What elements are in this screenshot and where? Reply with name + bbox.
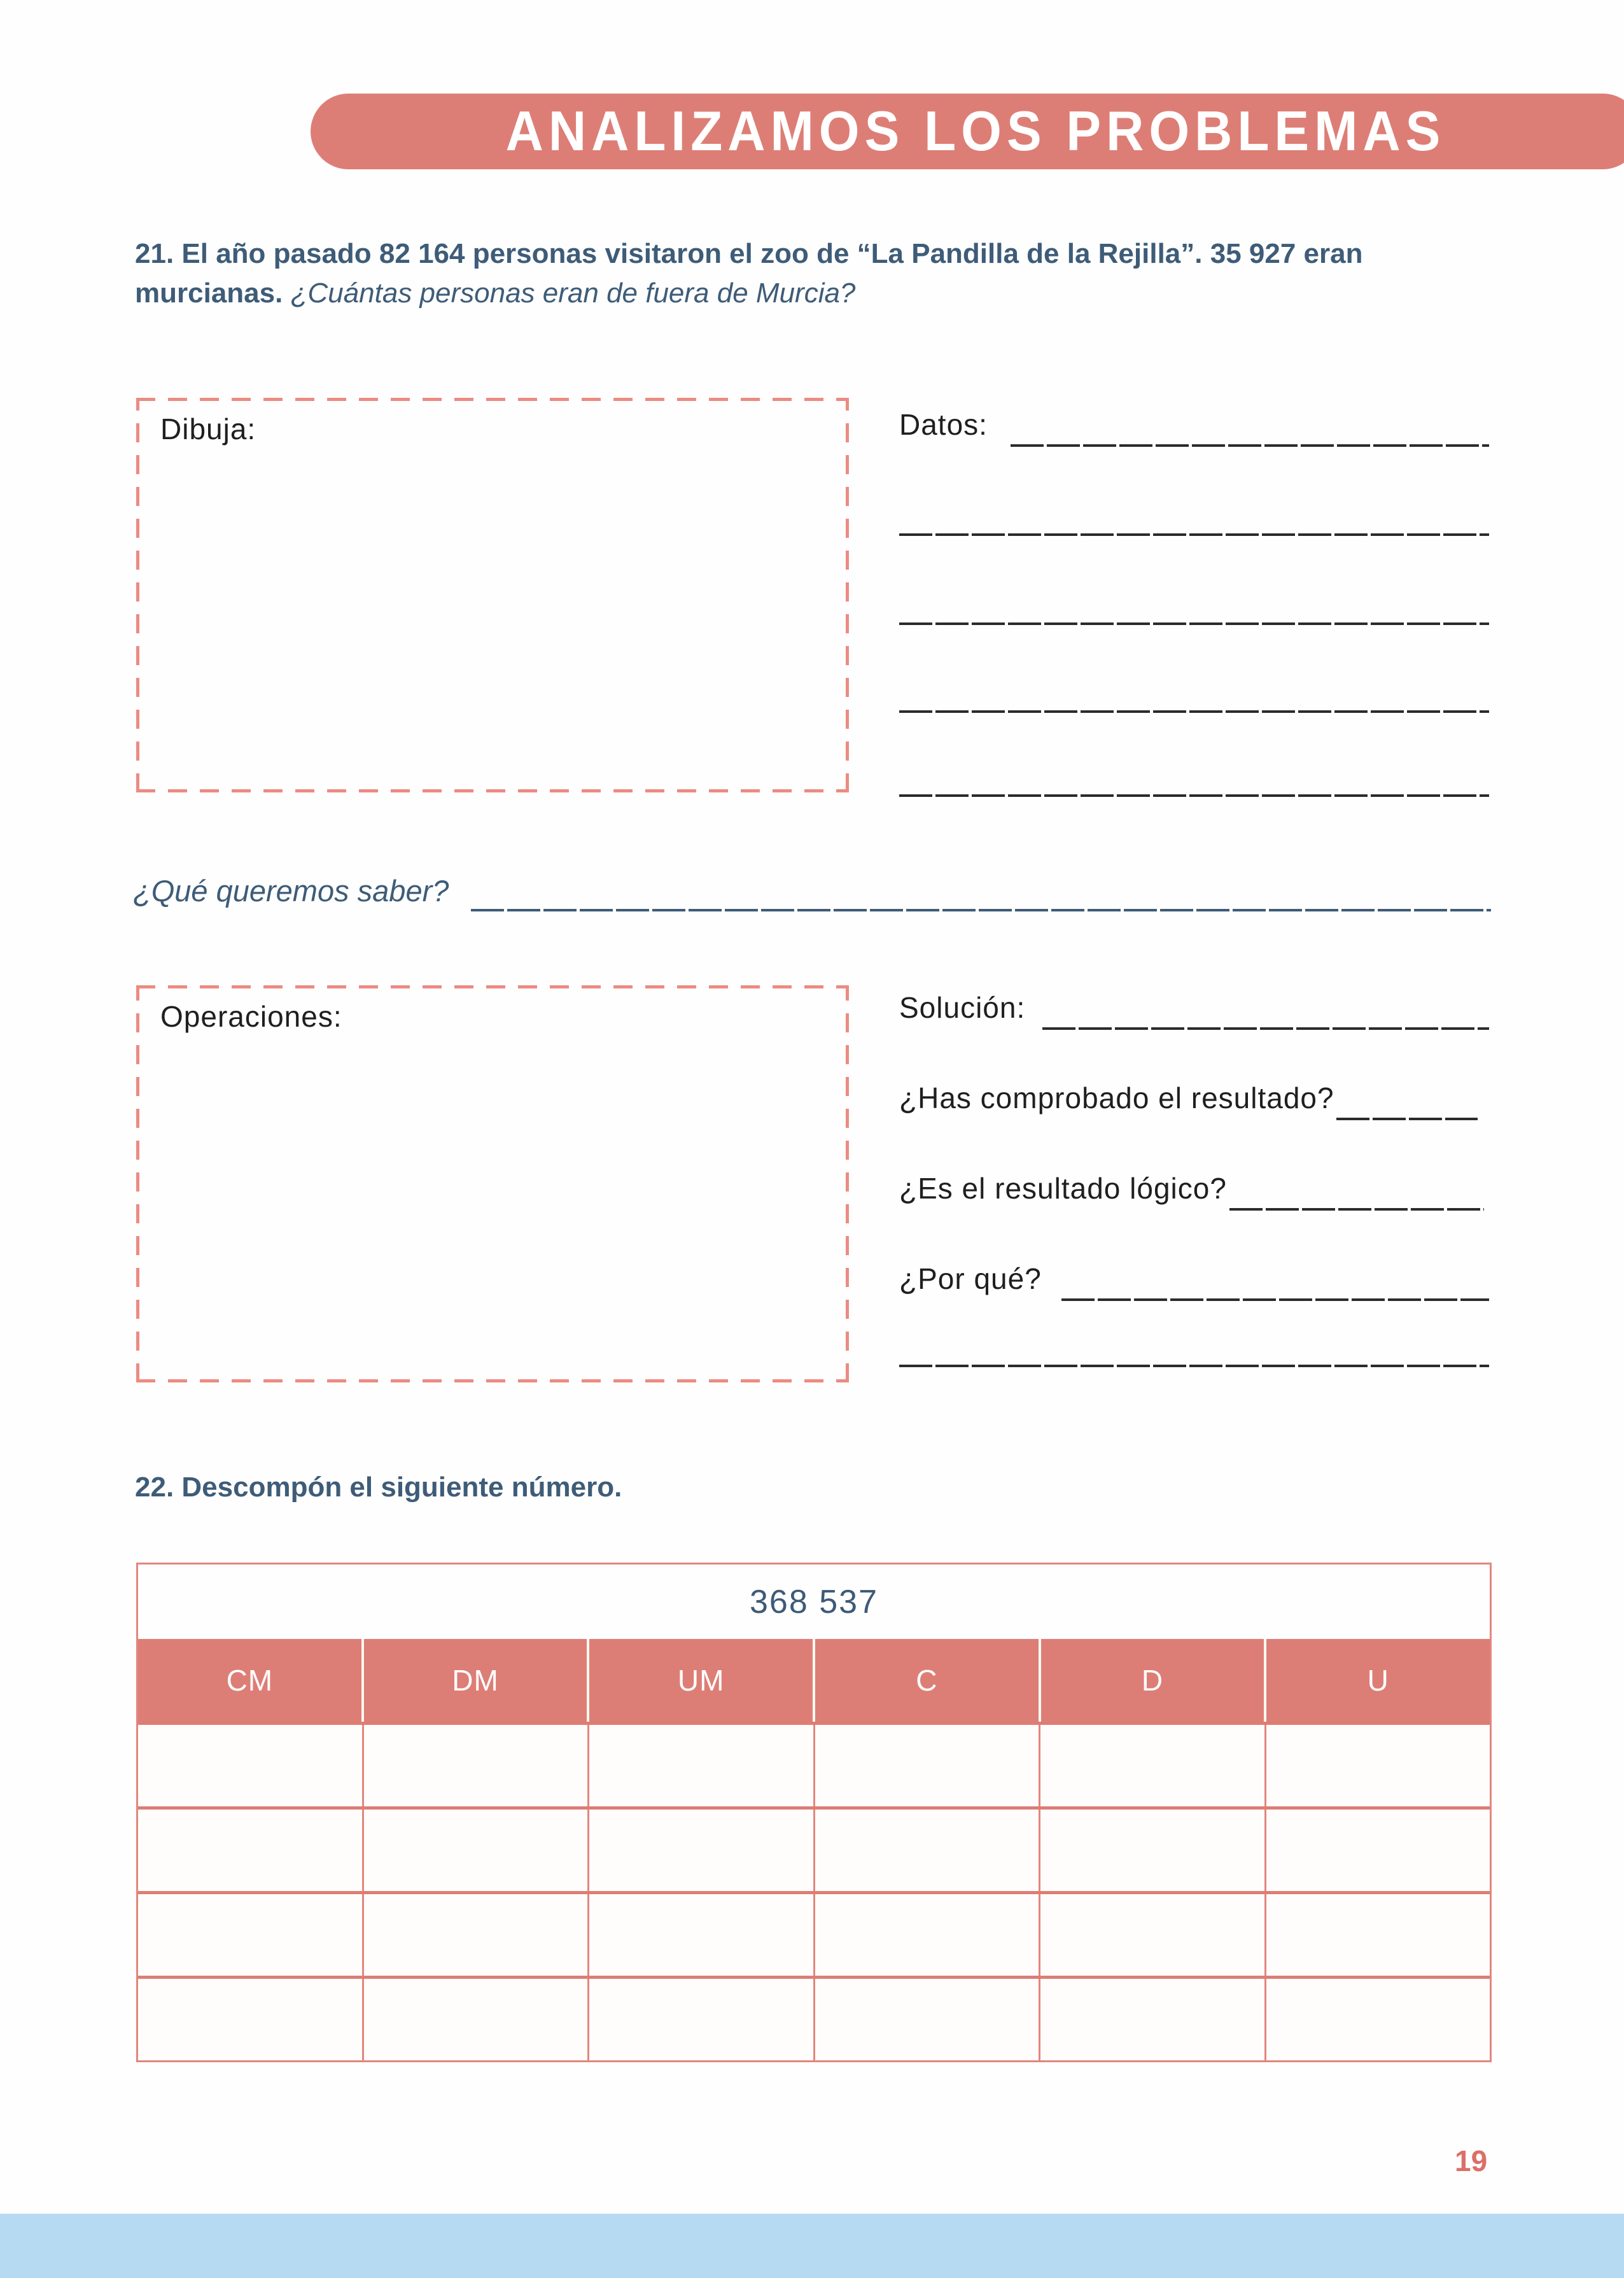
table-header-um: UM	[587, 1639, 813, 1722]
table-cell[interactable]	[1039, 1979, 1264, 2060]
table-cell[interactable]	[1264, 1810, 1490, 1891]
table-row	[138, 1806, 1490, 1891]
datos-answer-line-4[interactable]	[899, 710, 1489, 713]
table-cell[interactable]	[813, 1725, 1039, 1806]
problem-21-statement-question: ¿Cuántas personas eran de fuera de Murcia?	[290, 278, 856, 309]
table-header-d: D	[1039, 1639, 1264, 1722]
table-number-row	[138, 1564, 1490, 1639]
table-cell[interactable]	[138, 1979, 362, 2060]
dibuja-label: Dibuja:	[160, 412, 256, 446]
table-cell[interactable]	[1264, 1725, 1490, 1806]
solucion-answer-line[interactable]	[1042, 1027, 1489, 1030]
page-number: 19	[1455, 2144, 1488, 2177]
table-header-cm: CM	[226, 1664, 274, 1697]
que-queremos-saber-label: ¿Qué queremos saber?	[133, 874, 449, 908]
datos-answer-line-5[interactable]	[899, 794, 1489, 797]
table-header-dm: DM	[361, 1639, 587, 1722]
datos-answer-line-3[interactable]	[899, 622, 1489, 625]
banner-title: ANALIZAMOS LOS PROBLEMAS	[505, 99, 1446, 163]
table-cell[interactable]	[362, 1725, 588, 1806]
table-cell[interactable]	[587, 1894, 813, 1976]
table-row	[138, 1976, 1490, 2060]
datos-label: Datos:	[899, 408, 988, 441]
porque-label: ¿Por qué?	[899, 1262, 1042, 1295]
operaciones-work-box[interactable]	[136, 985, 849, 1382]
table-cell[interactable]	[1264, 1894, 1490, 1976]
porque-answer-line[interactable]	[1061, 1298, 1489, 1301]
table-header-row	[138, 1639, 1490, 1722]
table-row	[138, 1722, 1490, 1806]
table-header-c: C	[813, 1639, 1039, 1722]
porque-answer-line-2[interactable]	[899, 1365, 1489, 1367]
table-cell[interactable]	[138, 1810, 362, 1891]
table-cell[interactable]	[1039, 1810, 1264, 1891]
datos-answer-line-2[interactable]	[899, 533, 1489, 536]
solucion-label: Solución:	[899, 991, 1026, 1024]
place-value-table	[136, 1563, 1492, 2062]
table-cell[interactable]	[587, 1979, 813, 2060]
table-cell[interactable]	[138, 1894, 362, 1976]
table-cell[interactable]	[813, 1810, 1039, 1891]
table-header-u: U	[1264, 1639, 1490, 1722]
table-cell[interactable]	[362, 1979, 588, 2060]
table-cell[interactable]	[138, 1725, 362, 1806]
problem-21-statement-bold: 21. El año pasado 82 164 personas visitaron el zoo de “La Pandilla de la Rejilla”. 35 927 eran murcianas.	[135, 238, 1363, 309]
table-cell[interactable]	[587, 1725, 813, 1806]
section-banner	[311, 94, 1624, 169]
table-cell[interactable]	[1039, 1894, 1264, 1976]
table-cell[interactable]	[813, 1979, 1039, 2060]
datos-answer-line-1[interactable]	[1011, 444, 1489, 447]
table-cell[interactable]	[1264, 1979, 1490, 2060]
problem-22-heading: 22. Descompón el siguiente número.	[135, 1472, 622, 1503]
dibuja-drawing-box[interactable]	[136, 398, 849, 792]
footer-bar	[0, 2214, 1624, 2278]
table-cell[interactable]	[813, 1894, 1039, 1976]
table-cell[interactable]	[587, 1810, 813, 1891]
comprobado-answer-line[interactable]	[1336, 1118, 1478, 1120]
table-cell[interactable]	[1039, 1725, 1264, 1806]
table-number-value: 368 537	[750, 1583, 878, 1621]
logico-label: ¿Es el resultado lógico?	[899, 1172, 1227, 1205]
table-row	[138, 1891, 1490, 1976]
logico-answer-line[interactable]	[1229, 1208, 1484, 1211]
que-queremos-saber-line[interactable]	[471, 909, 1491, 911]
operaciones-label: Operaciones:	[160, 1000, 342, 1033]
table-cell[interactable]	[362, 1894, 588, 1976]
comprobado-label: ¿Has comprobado el resultado?	[899, 1081, 1334, 1114]
problem-21-statement	[135, 234, 1433, 313]
table-cell[interactable]	[362, 1810, 588, 1891]
